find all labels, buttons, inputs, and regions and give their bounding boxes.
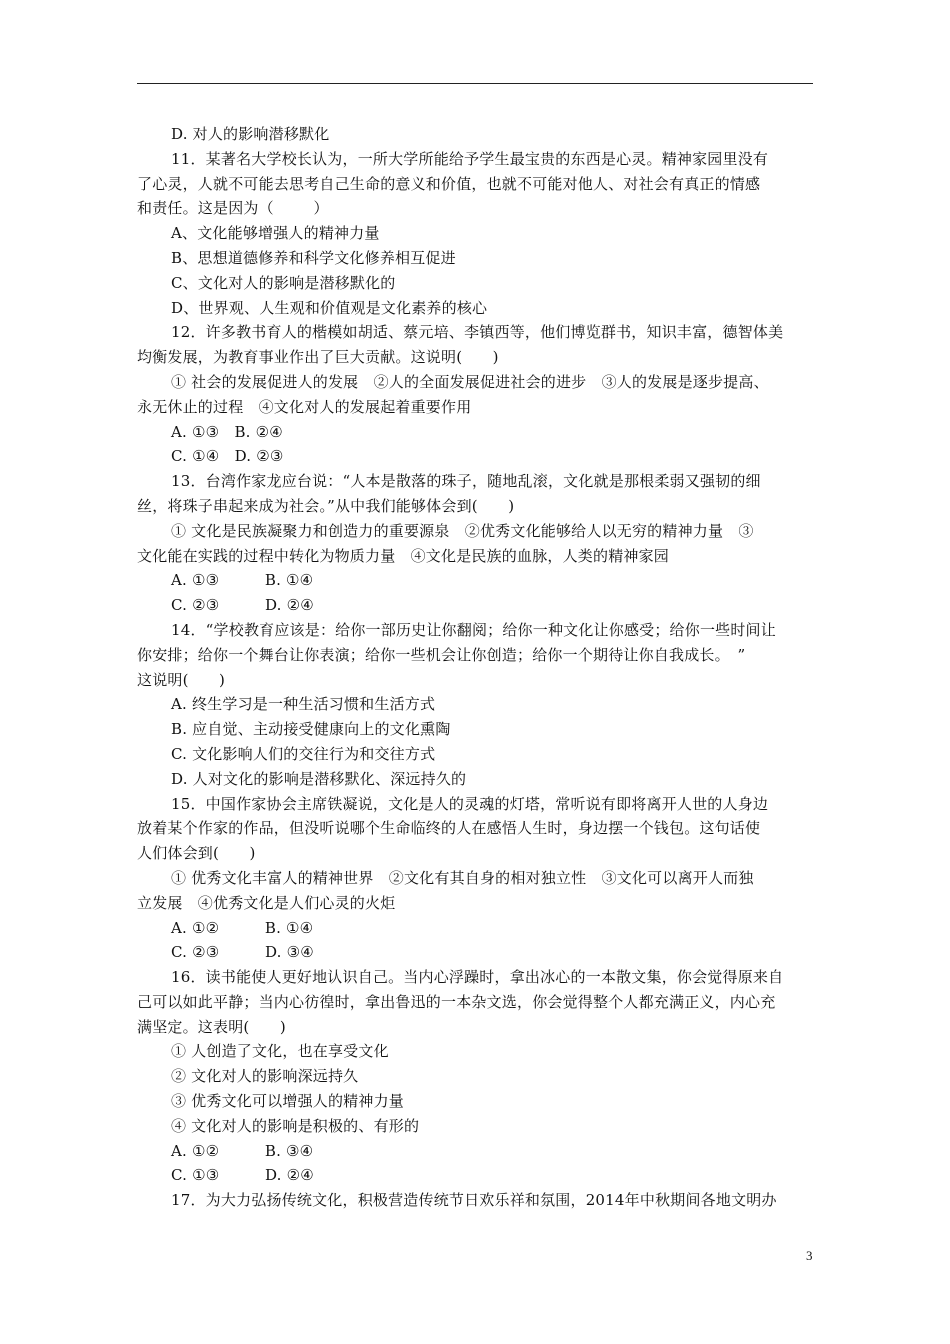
text-line: A. ①③ B. ①④ [171, 571, 314, 590]
text-line: B. 应自觉、主动接受健康向上的文化熏陶 [171, 720, 451, 739]
text-line: 12．许多教书育人的楷模如胡适、蔡元培、李镇西等，他们博览群书，知识丰富，德智体美 [171, 323, 784, 342]
text-line: ① 社会的发展促进人的发展 ②人的全面发展促进社会的进步 ③人的发展是逐步提高、 [171, 372, 769, 391]
text-line: ① 文化是民族凝聚力和创造力的重要源泉 ②优秀文化能够给人以无穷的精神力量 ③ [171, 521, 754, 540]
page-number: 3 [806, 1248, 813, 1263]
text-line: ① 人创造了文化，也在享受文化 [171, 1042, 389, 1061]
text-line: 人们体会到( ) [137, 844, 256, 863]
text-line: A. ①② B. ③④ [171, 1141, 314, 1160]
text-line: B、思想道德修养和科学文化修养相互促进 [171, 248, 456, 267]
header-rule [137, 83, 813, 84]
text-line: 了心灵，人就不可能去思考自己生命的意义和价值，也就不可能对他人、对社会有真正的情感 [137, 174, 761, 193]
text-line: D. 对人的影响潜移默化 [171, 125, 330, 143]
text-line: 立发展 ④优秀文化是人们心灵的火炬 [137, 893, 396, 912]
text-line: A. ①② B. ①④ [171, 918, 314, 937]
text-line: 你安排；给你一个舞台让你表演；给你一些机会让你创造；给你一个期待让你自我成长。 ” [137, 645, 746, 664]
document-body [137, 122, 817, 1213]
text-line: 16．读书能使人更好地认识自己。当内心浮躁时，拿出冰心的一本散文集，你会觉得原来自 [171, 968, 784, 987]
text-line: C、文化对人的影响是潜移默化的 [171, 273, 396, 292]
text-line: A. 终生学习是一种生活习惯和生活方式 [171, 695, 436, 714]
text-line: C. ②③ D. ③④ [171, 943, 314, 962]
text-line: ① 优秀文化丰富人的精神世界 ②文化有其自身的相对独立性 ③文化可以离开人而独 [171, 868, 754, 887]
text-line: 文化能在实践的过程中转化为物质力量 ④文化是民族的血脉，人类的精神家园 [137, 546, 670, 565]
text-line: 17．为大力弘扬传统文化，积极营造传统节日欢乐祥和氛围，2014年中秋期间各地文明办 [171, 1191, 777, 1210]
text-line: C. ②③ D. ②④ [171, 596, 314, 615]
text-line: A. ①③ B. ②④ [171, 422, 283, 441]
text-line: C. ①③ D. ②④ [171, 1166, 314, 1185]
text-line: 11．某著名大学校长认为，一所大学所能给予学生最宝贵的东西是心灵。精神家园里没有 [171, 149, 769, 168]
text-line: 满坚定。这表明( ) [137, 1017, 286, 1036]
text-line: 15．中国作家协会主席铁凝说，文化是人的灵魂的灯塔，常听说有即将离开人世的人身边 [171, 794, 769, 813]
text-line: ③ 优秀文化可以增强人的精神力量 [171, 1092, 404, 1111]
text-line: 放着某个作家的作品，但没听说哪个生命临终的人在感悟人生时，身边摆一个钱包。这句话使 [137, 819, 761, 838]
text-line: D. 人对文化的影响是潜移默化、深远持久的 [171, 769, 467, 788]
text-line: C. 文化影响人们的交往行为和交往方式 [171, 744, 436, 763]
text-line: 均衡发展，为教育事业作出了巨大贡献。这说明( ) [137, 348, 499, 367]
text-line: C. ①④ D. ②③ [171, 447, 284, 466]
text-line: 这说明( ) [137, 670, 226, 689]
text-line: 己可以如此平静；当内心彷徨时，拿出鲁迅的一本杂文选，你会觉得整个人都充满正义，内心充 [137, 992, 776, 1011]
text-line: 和责任。这是因为（ ） [137, 199, 329, 218]
text-line: 永无休止的过程 ④文化对人的发展起着重要作用 [137, 397, 472, 416]
text-line: 丝，将珠子串起来成为社会。”从中我们能够体会到( ) [137, 496, 515, 515]
text-line: ② 文化对人的影响深远持久 [171, 1067, 359, 1086]
text-line: ④ 文化对人的影响是积极的、有形的 [171, 1116, 420, 1135]
text-line: A、文化能够增强人的精神力量 [171, 224, 380, 243]
text-line: 13．台湾作家龙应台说：“人本是散落的珠子，随地乱滚，文化就是那根柔弱又强韧的细 [171, 472, 761, 491]
text-line: 14．“学校教育应该是：给你一部历史让你翻阅；给你一种文化让你感受；给你一些时间让 [171, 620, 776, 639]
text-line: D、世界观、人生观和价值观是文化素养的核心 [171, 298, 488, 317]
